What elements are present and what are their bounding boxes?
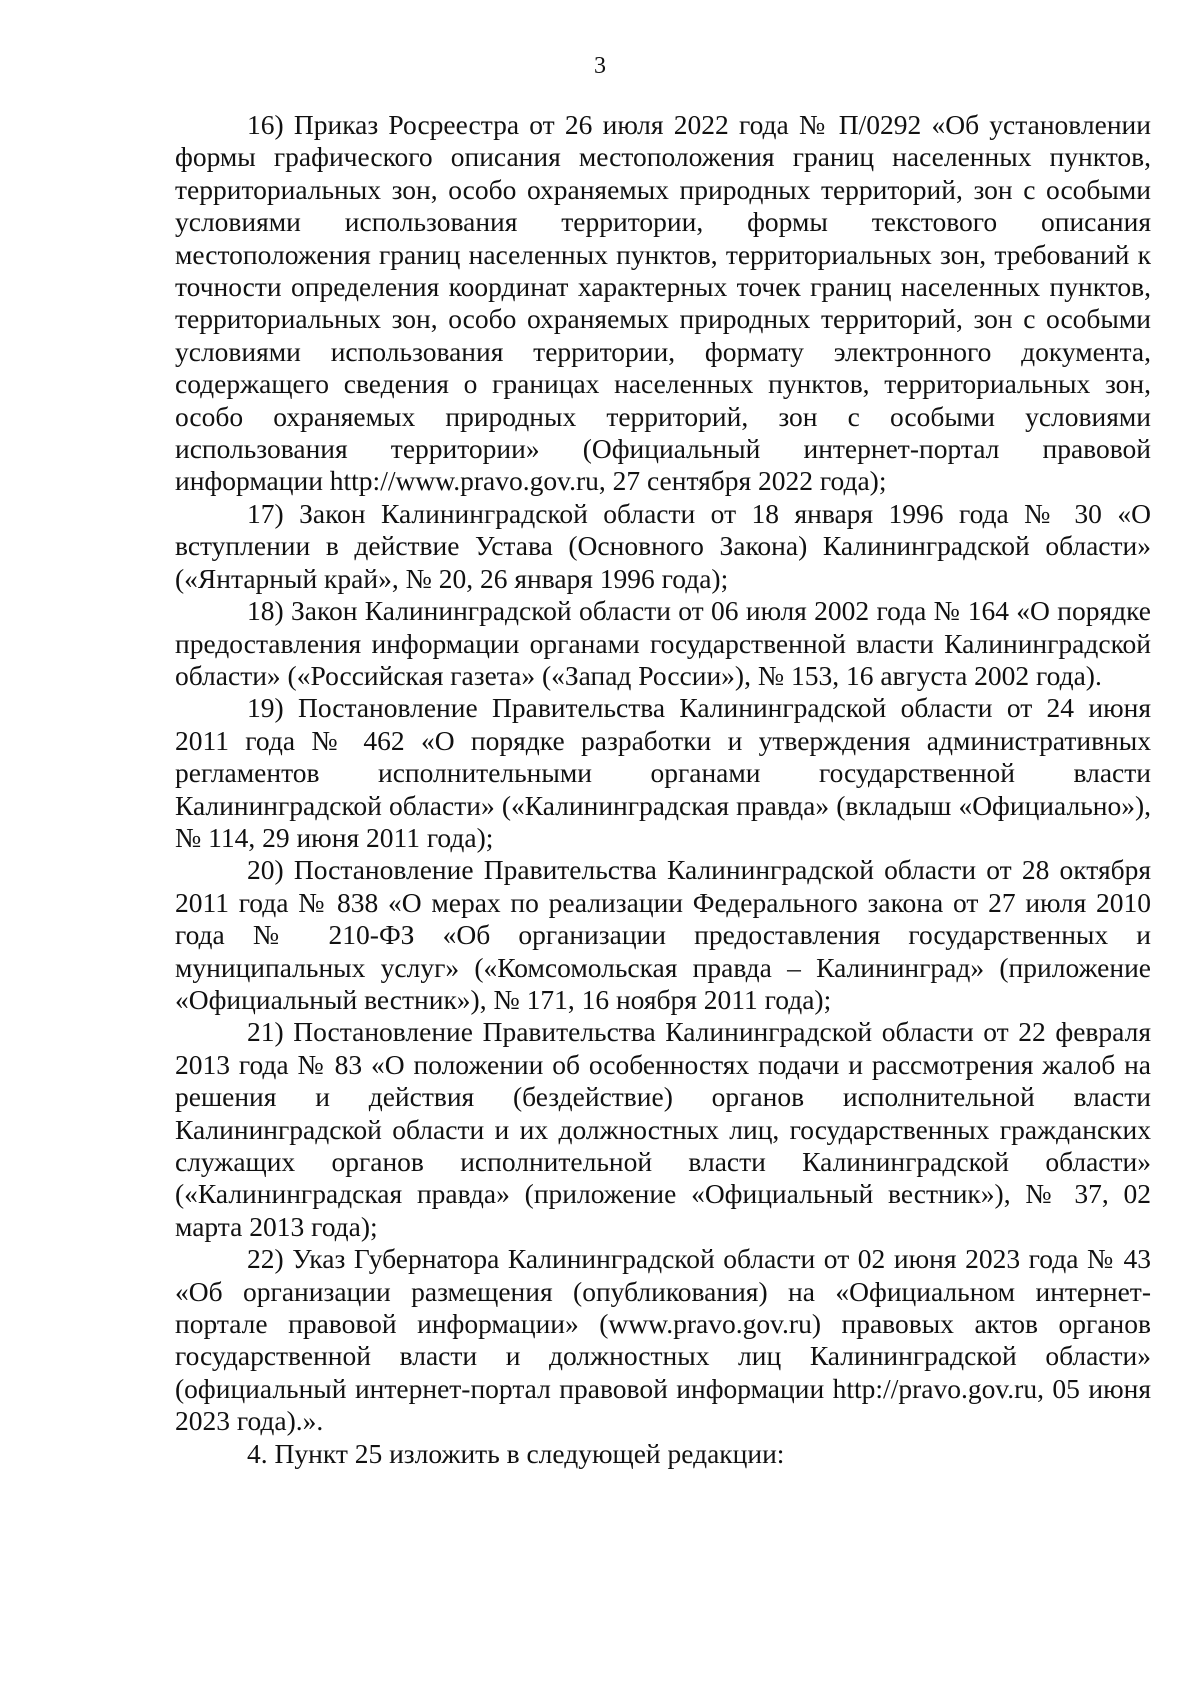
paragraph-point-4: 4. Пункт 25 изложить в следующей редакции:: [247, 1437, 785, 1469]
paragraph-item-21: 21) Постановление Правительства Калининградской области от 22 февраля 2013 года № 83 «О положении об особенностях подачи и рассмотрения жалоб на решения и действия (бездействие) органов исполнительной власти Калининградской области и их должностных лиц, государственных гражданских служащих органов исполнительной власти Калининградской области» («Калининградская правда» (приложение «Официальный вестник»), № 37, 02 марта 2013 года);: [175, 1016, 1151, 1242]
page-number: 3: [594, 53, 606, 79]
paragraph-item-17: 17) Закон Калининградской области от 18 января 1996 года № 30 «О вступлении в действие Устава (Основного Закона) Калининградской области» («Янтарный край», № 20, 26 января 1996 года);: [175, 497, 1151, 594]
paragraph-item-19: 19) Постановление Правительства Калининградской области от 24 июня 2011 года № 462 «О порядке разработки и утверждения административных регламентов исполнительными органами государственной власти Калининградской области» («Калининградская правда» (вкладыш «Официально»), № 114, 29 июня 2011 года);: [175, 692, 1151, 853]
paragraph-item-16: 16) Приказ Росреестра от 26 июля 2022 года № П/0292 «Об установлении формы графического описания местоположения границ населенных пунктов, территориальных зон, особо охраняемых природных территорий, зон с особыми условиями использования территории, формы текстового описания местоположения границ населенных пунктов, территориальных зон, требований к точности определения координат характерных точек границ населенных пунктов, территориальных зон, особо охраняемых природных территорий, зон с особыми условиями использования территории, формату электронного документа, содержащего сведения о границах населенных пунктов, территориальных зон, особо охраняемых природных территорий, зон с особыми условиями использования территории» (Официальный интернет-портал правовой информации http://www.pravo.gov.ru, 27 сентября 2022 года);: [175, 109, 1151, 497]
document-body: [175, 109, 1151, 1470]
paragraph-item-20: 20) Постановление Правительства Калининградской области от 28 октября 2011 года № 838 «О мерах по реализации Федерального закона от 27 июля 2010 года № 210-ФЗ «Об организации предоставления государственных и муниципальных услуг» («Комсомольская правда – Калининград» (приложение «Официальный вестник»), № 171, 16 ноября 2011 года);: [175, 854, 1151, 1015]
paragraph-item-22: 22) Указ Губернатора Калининградской области от 02 июня 2023 года № 43 «Об организации размещения (опубликования) на «Официальном интернет-портале правовой информации» (www.pravo.gov.ru) правовых актов органов государственной власти и должностных лиц Калининградской области» (официальный интернет-портал правовой информации http://pravo.gov.ru, 05 июня 2023 года).».: [175, 1243, 1151, 1437]
paragraph-item-18: 18) Закон Калининградской области от 06 июля 2002 года № 164 «О порядке предоставления информации органами государственной власти Калининградской области» («Российская газета» («Запад России»), № 153, 16 августа 2002 года).: [175, 595, 1151, 691]
